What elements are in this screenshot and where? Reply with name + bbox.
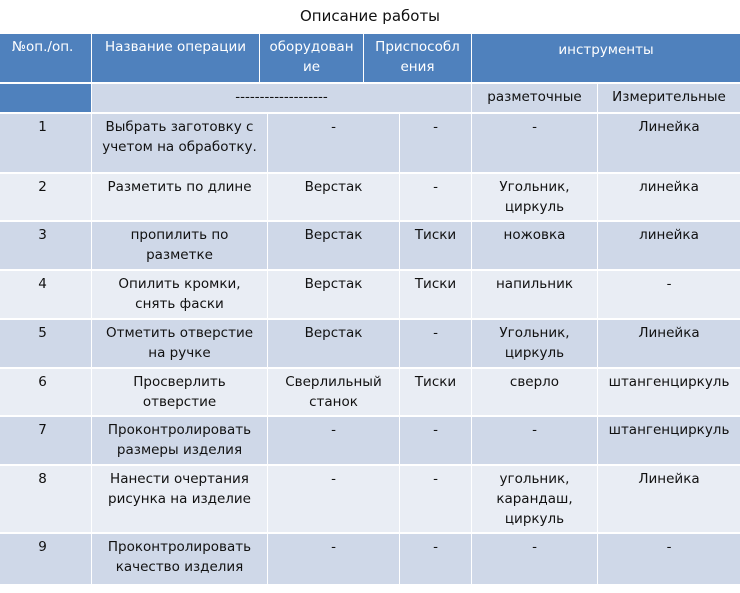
row-fixture: -	[400, 534, 472, 586]
row-measuring: Линейка	[598, 114, 740, 174]
row-name: Разметить по длине	[92, 174, 268, 222]
header-num: №оп./оп.	[0, 34, 92, 84]
header-marking: разметочные	[472, 84, 598, 114]
row-name: Опилить кромки, снять фаски	[92, 271, 268, 320]
row-equipment: Верстак	[268, 320, 400, 369]
row-marking: сверло	[472, 369, 598, 417]
row-measuring: Линейка	[598, 320, 740, 369]
row-equipment: Сверлильный станок	[268, 369, 400, 417]
row-num: 5	[0, 320, 92, 369]
row-equipment: Верстак	[268, 174, 400, 222]
row-measuring: -	[598, 534, 740, 586]
row-equipment: -	[268, 466, 400, 534]
row-fixture: Тиски	[400, 271, 472, 320]
row-num: 6	[0, 369, 92, 417]
header-measuring: Измерительные	[598, 84, 740, 114]
row-equipment: -	[268, 417, 400, 466]
row-num: 3	[0, 222, 92, 271]
row-num: 9	[0, 534, 92, 586]
row-measuring: линейка	[598, 222, 740, 271]
row-name: Проконтролировать размеры изделия	[92, 417, 268, 466]
row-fixture: -	[400, 174, 472, 222]
row-measuring: Линейка	[598, 466, 740, 534]
header-dashes: -------------------	[92, 84, 472, 114]
row-name: Отметить отверстие на ручке	[92, 320, 268, 369]
header-num-blank	[0, 84, 92, 114]
row-num: 7	[0, 417, 92, 466]
row-fixture: Тиски	[400, 222, 472, 271]
row-fixture: Тиски	[400, 369, 472, 417]
header-fixture: Приспособл ения	[364, 34, 472, 84]
row-equipment: -	[268, 114, 400, 174]
row-num: 2	[0, 174, 92, 222]
row-num: 1	[0, 114, 92, 174]
header-tools: инструменты	[472, 34, 740, 84]
row-name: Просверлить отверстие	[92, 369, 268, 417]
row-num: 4	[0, 271, 92, 320]
row-fixture: -	[400, 320, 472, 369]
header-name: Название операции	[92, 34, 260, 84]
row-marking: Угольник, циркуль	[472, 320, 598, 369]
row-name: пропилить по разметке	[92, 222, 268, 271]
row-marking: напильник	[472, 271, 598, 320]
row-measuring: линейка	[598, 174, 740, 222]
row-marking: -	[472, 534, 598, 586]
row-name: Выбрать заготовку с учетом на обработку.	[92, 114, 268, 174]
row-fixture: -	[400, 466, 472, 534]
row-fixture: -	[400, 114, 472, 174]
row-marking: угольник, карандаш, циркуль	[472, 466, 598, 534]
row-equipment: Верстак	[268, 271, 400, 320]
row-measuring: штангенциркуль	[598, 369, 740, 417]
row-marking: ножовка	[472, 222, 598, 271]
row-marking: Угольник, циркуль	[472, 174, 598, 222]
row-measuring: штангенциркуль	[598, 417, 740, 466]
row-name: Нанести очертания рисунка на изделие	[92, 466, 268, 534]
row-fixture: -	[400, 417, 472, 466]
row-name: Проконтролировать качество изделия	[92, 534, 268, 586]
row-marking: -	[472, 417, 598, 466]
row-marking: -	[472, 114, 598, 174]
row-equipment: -	[268, 534, 400, 586]
row-measuring: -	[598, 271, 740, 320]
row-equipment: Верстак	[268, 222, 400, 271]
row-num: 8	[0, 466, 92, 534]
header-equipment: оборудован ие	[260, 34, 364, 84]
page-title: Описание работы	[299, 7, 441, 25]
